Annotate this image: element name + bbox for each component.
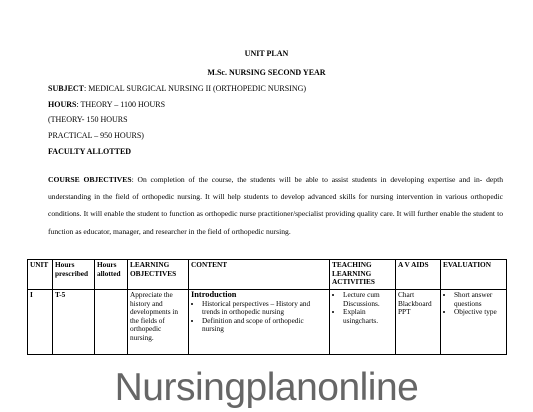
activity-item: • Lecture cum Discussions. [343, 291, 393, 308]
subject-value: : MEDICAL SURGICAL NURSING II (ORTHOPEDIC NURSING) [84, 84, 307, 93]
course-objectives-paragraph [48, 171, 503, 240]
header-unit: UNIT [28, 260, 53, 290]
cell-av-aids: Chart Blackboard PPT [396, 290, 441, 355]
faculty-allotted-line: FACULTY ALLOTTED [48, 147, 132, 156]
theory-hours-line: (THEORY- 150 HOURS [48, 115, 128, 124]
subject-line [48, 84, 306, 93]
table-row [28, 290, 507, 355]
unit-plan-table [27, 259, 507, 355]
practical-hours-line: PRACTICAL – 950 HOURS) [48, 131, 144, 140]
cell-hours-prescribed: T-5 [53, 290, 95, 355]
course-objectives-text: : On completion of the course, the students will be able to assist students in developing expertise and in- depth understanding in the field of orthopedic nursing. It will help students to develop advanced skills for nursing intervention in various orthopedic conditions. It will enable the student to function as orthopedic nurse practitioner/specialist providing quality care. It will further enable the student to function as educator, manager, and researcher in the field of orthopedic nursing. [48, 175, 503, 236]
content-item: • Historical perspectives – History and trends in orthopedic nursing [202, 300, 327, 317]
header-hours-prescribed: Hours prescribed [53, 260, 95, 290]
cell-activities [330, 290, 396, 355]
evaluation-item: • Short answer questions [454, 291, 504, 308]
header-av-aids: A V AIDS [396, 260, 441, 290]
content-title: Introduction [191, 290, 237, 299]
course-heading: M.Sc. NURSING SECOND YEAR [207, 68, 326, 77]
hours-value: : THEORY – 1100 HOURS [76, 100, 166, 109]
header-hours-allotted: Hours allotted [95, 260, 128, 290]
header-learning-objectives: LEARNING OBJECTIVES [128, 260, 189, 290]
table-header-row [28, 260, 507, 290]
cell-hours-allotted [95, 290, 128, 355]
evaluation-item: • Objective type [454, 308, 504, 317]
subject-label: SUBJECT [48, 84, 85, 93]
header-evaluation: EVALUATION [441, 260, 507, 290]
content-list [191, 300, 327, 334]
hours-label: HOURS [48, 100, 77, 109]
evaluation-list [443, 291, 504, 317]
document-title: UNIT PLAN [244, 49, 289, 58]
activities-list [332, 291, 393, 325]
header-teaching-activities: TEACHING LEARNING ACTIVITIES [330, 260, 396, 290]
activity-item: • Explain usingcharts. [343, 308, 393, 325]
cell-evaluation [441, 290, 507, 355]
content-item: • Definition and scope of orthopedic nursing [202, 317, 327, 334]
course-objectives-label: COURSE OBJECTIVES [48, 175, 132, 184]
hours-line [48, 100, 165, 109]
cell-learning-objectives: Appreciate the history and developments in the fields of orthopedic nursing. [128, 290, 189, 355]
watermark: Nursingplanonline [114, 366, 419, 409]
cell-unit: I [28, 290, 53, 355]
cell-content [189, 290, 330, 355]
header-content: CONTENT [189, 260, 330, 290]
